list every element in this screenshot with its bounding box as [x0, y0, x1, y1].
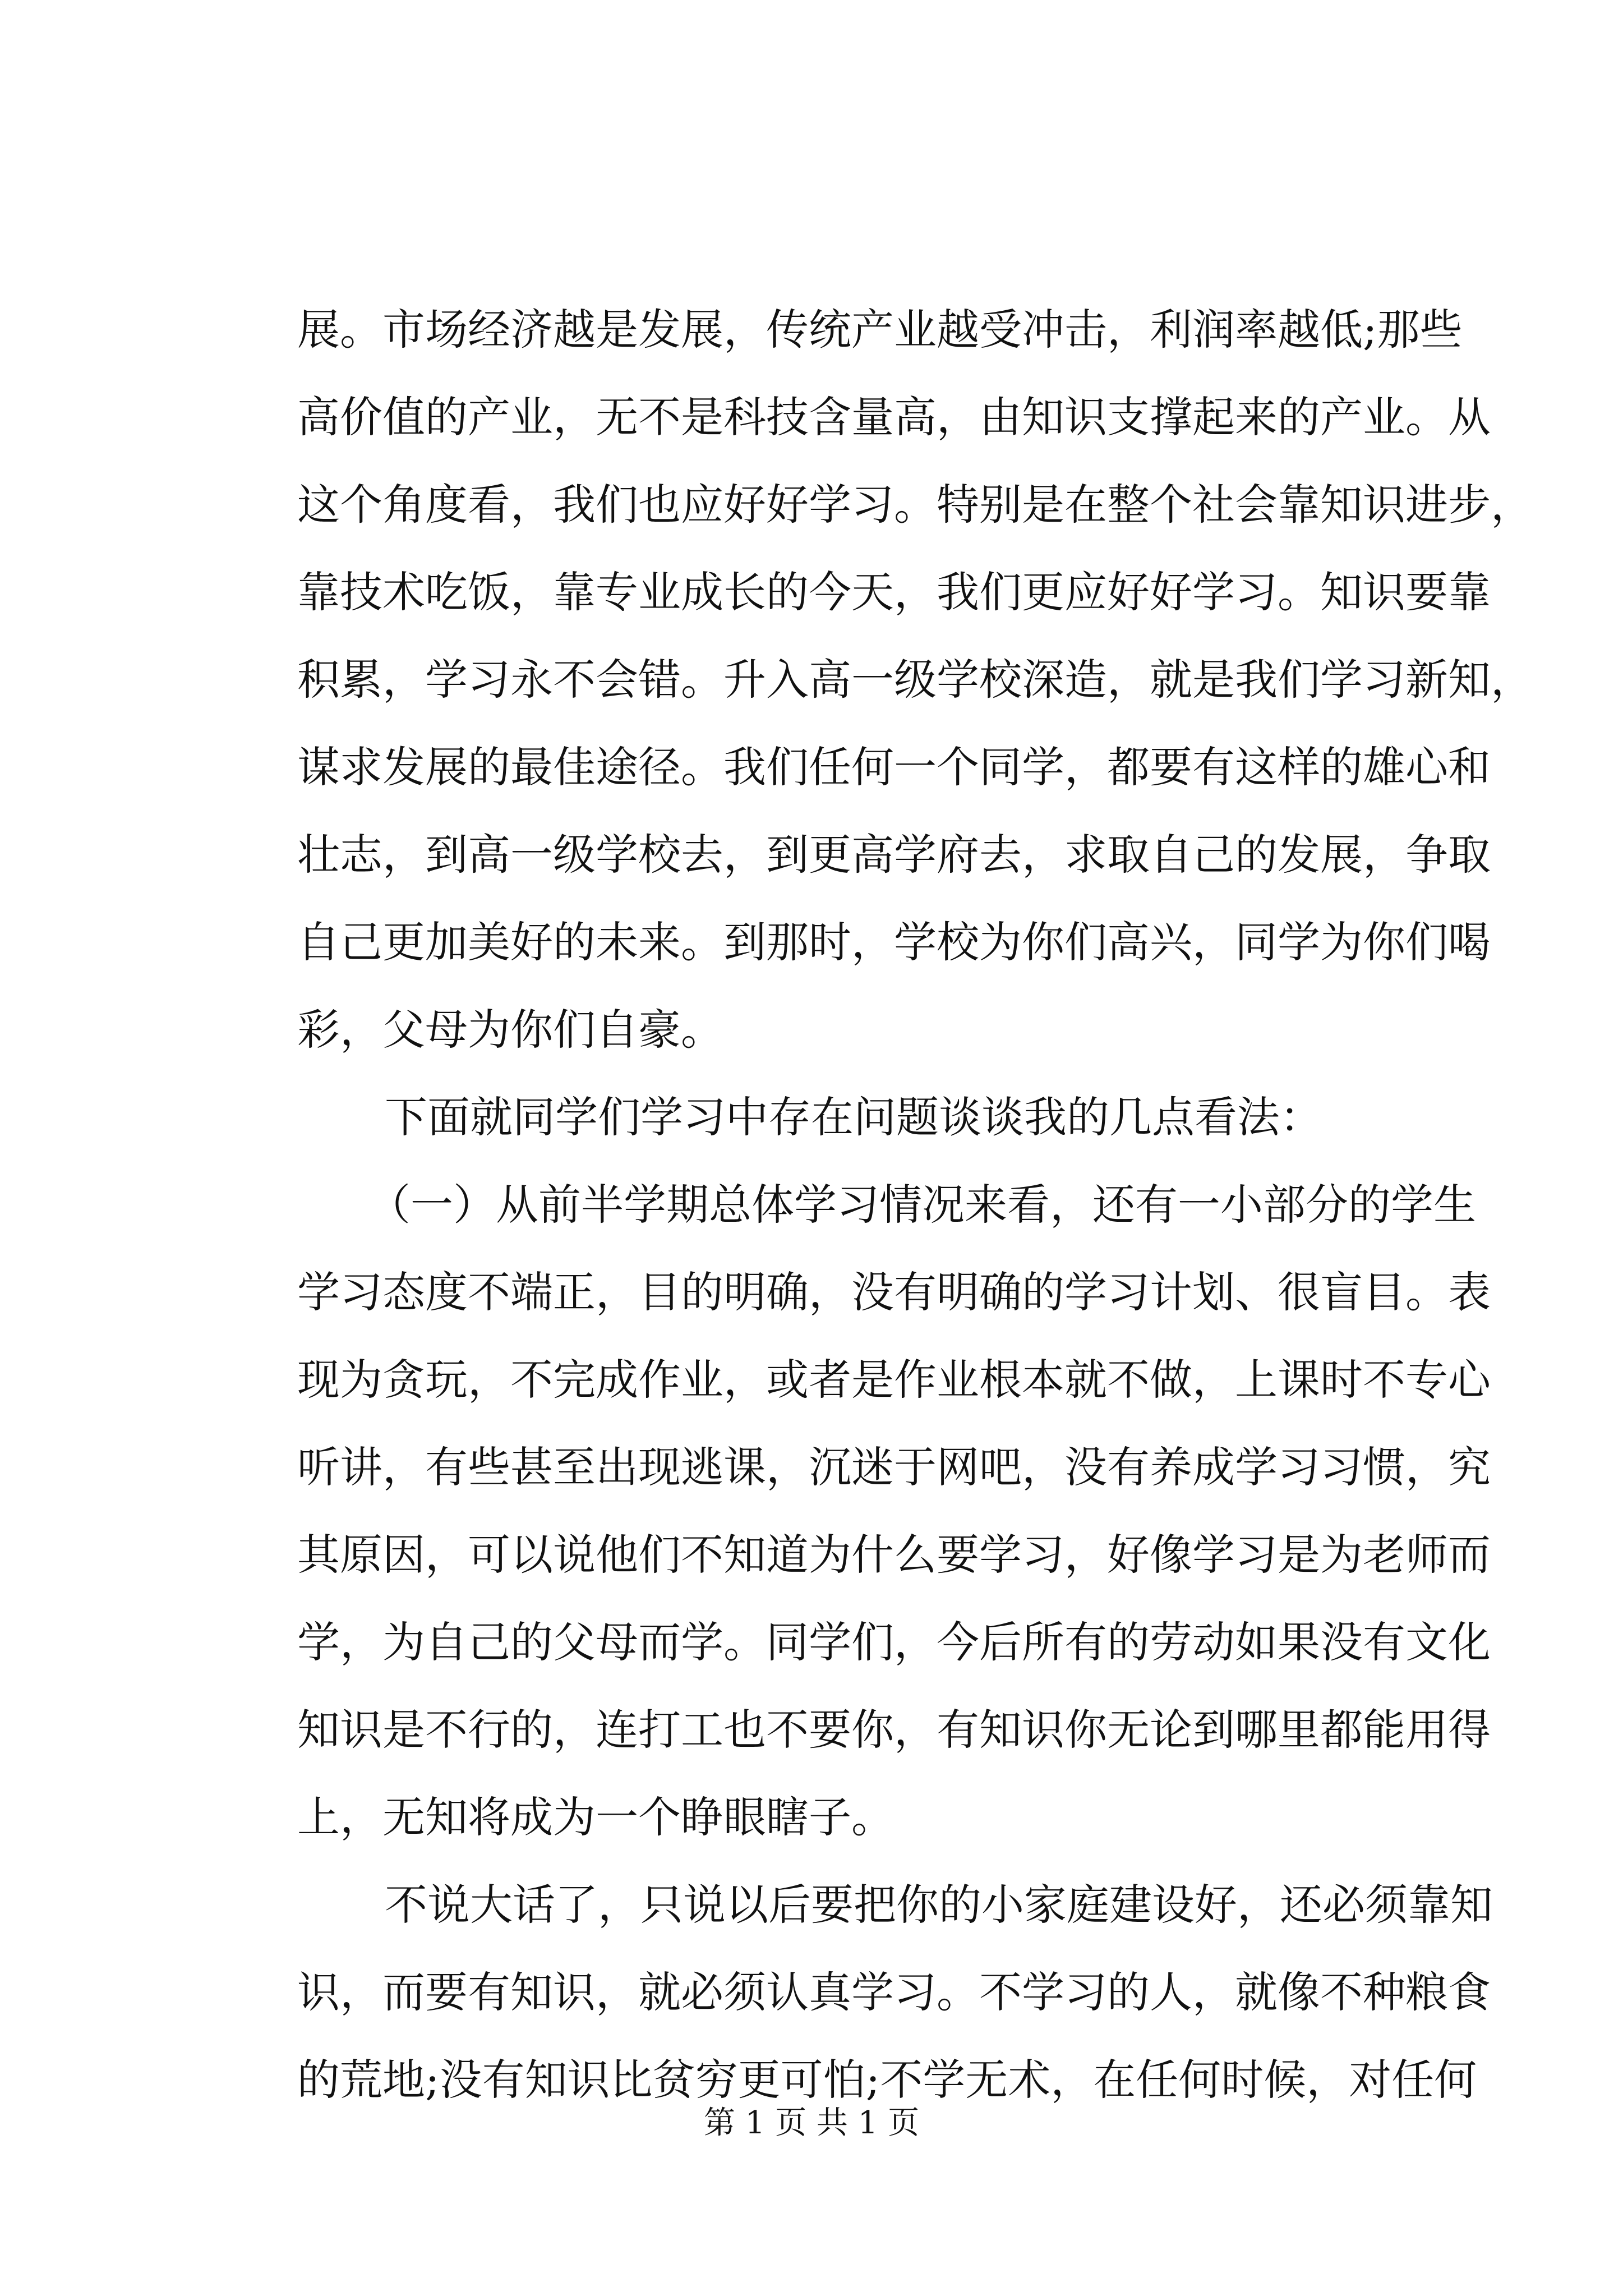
text-line: 谋求发展的最佳途径。我们任何一个同学，都要有这样的雄心和: [297, 742, 1491, 792]
text-line: 学习态度不端正，目的明确，没有明确的学习计划、很盲目。表: [297, 1267, 1491, 1317]
text-line: （一）从前半学期总体学习情况来看，还有一小部分的学生: [368, 1180, 1476, 1230]
text-line: 上，无知将成为一个睁眼瞎子。: [297, 1792, 894, 1842]
text-line: 的荒地;没有知识比贫穷更可怕;不学无术，在任何时候，对任何: [297, 2055, 1477, 2105]
text-line: 靠技术吃饭，靠专业成长的今天，我们更应好好学习。知识要靠: [297, 567, 1491, 617]
page-footer: 第 1 页 共 1 页: [703, 2105, 920, 2141]
text-line: 自己更加美好的未来。到那时，学校为你们高兴，同学为你们喝: [297, 917, 1491, 967]
text-line: 彩，父母为你们自豪。: [297, 1005, 723, 1055]
text-line: 展。市场经济越是发展，传统产业越受冲击，利润率越低;那些: [297, 305, 1463, 355]
document-body: [297, 286, 1533, 2124]
text-line: 下面就同学们学习中存在问题谈谈我的几点看法：: [385, 1092, 1322, 1142]
text-line: 现为贪玩，不完成作业，或者是作业根本就不做，上课时不专心: [297, 1355, 1491, 1405]
text-line: 不说大话了，只说以后要把你的小家庭建设好，还必须靠知: [385, 1880, 1493, 1930]
text-line: 知识是不行的，连打工也不要你，有知识你无论到哪里都能用得: [297, 1705, 1491, 1755]
text-line: 积累，学习永不会错。升入高一级学校深造，就是我们学习新知，: [297, 655, 1533, 705]
text-line: 其原因，可以说他们不知道为什么要学习，好像学习是为老师而: [297, 1530, 1491, 1580]
text-line: 学，为自己的父母而学。同学们，今后所有的劳动如果没有文化: [297, 1617, 1491, 1667]
text-line: 这个角度看，我们也应好好学习。特别是在整个社会靠知识进步，: [297, 480, 1533, 530]
text-line: 识，而要有知识，就必须认真学习。不学习的人，就像不种粮食: [297, 1967, 1491, 2017]
text-line: 壮志，到高一级学校去，到更高学府去，求取自己的发展，争取: [297, 830, 1491, 880]
text-line: 高价值的产业，无不是科技含量高，由知识支撑起来的产业。从: [297, 392, 1491, 442]
text-line: 听讲，有些甚至出现逃课，沉迷于网吧，没有养成学习习惯，究: [297, 1442, 1491, 1492]
